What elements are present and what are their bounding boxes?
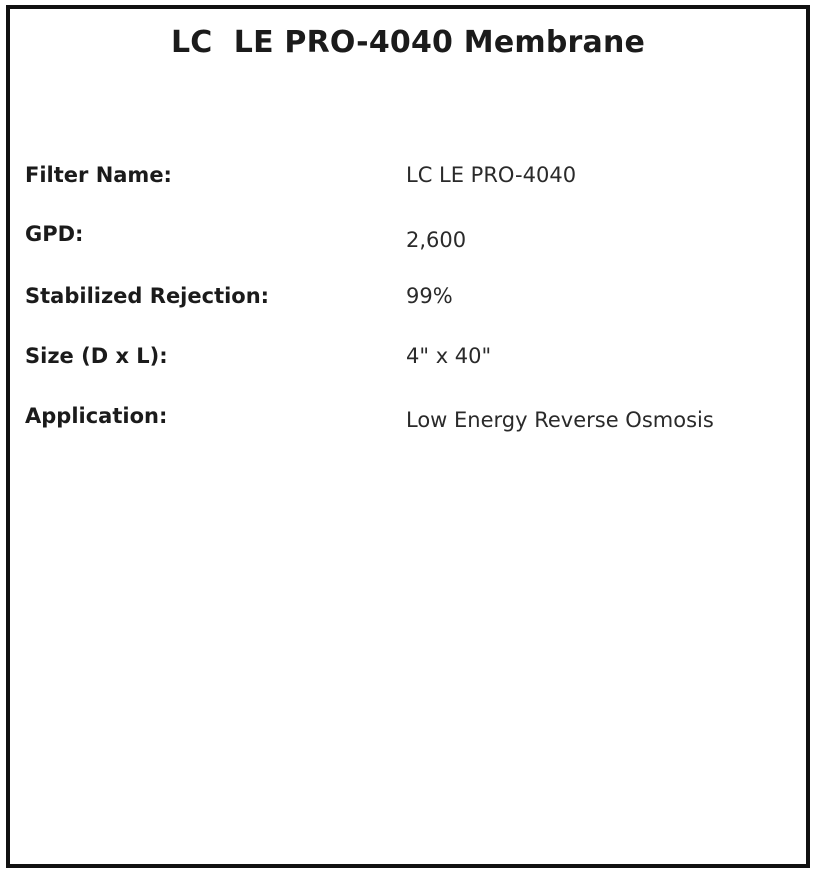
spec-label: Size (D x L): xyxy=(25,344,168,368)
spec-row-gpd xyxy=(10,222,806,262)
spec-value: 4" x 40" xyxy=(406,344,492,368)
spec-value: LC LE PRO-4040 xyxy=(406,163,577,187)
spec-row-filter-name xyxy=(10,161,806,201)
spec-label: Application: xyxy=(25,404,168,428)
spec-row-application xyxy=(10,402,806,442)
spec-value: Low Energy Reverse Osmosis xyxy=(406,408,714,432)
spec-sheet-frame xyxy=(6,5,810,868)
spec-value: 99% xyxy=(406,284,453,308)
spec-label: Stabilized Rejection: xyxy=(25,284,270,308)
spec-label: Filter Name: xyxy=(25,163,172,187)
spec-label: GPD: xyxy=(25,222,84,246)
page-title: LC LE PRO-4040 Membrane xyxy=(170,25,646,60)
spec-row-size xyxy=(10,342,806,382)
spec-row-stabilized-rejection xyxy=(10,282,806,322)
spec-value: 2,600 xyxy=(406,228,467,252)
